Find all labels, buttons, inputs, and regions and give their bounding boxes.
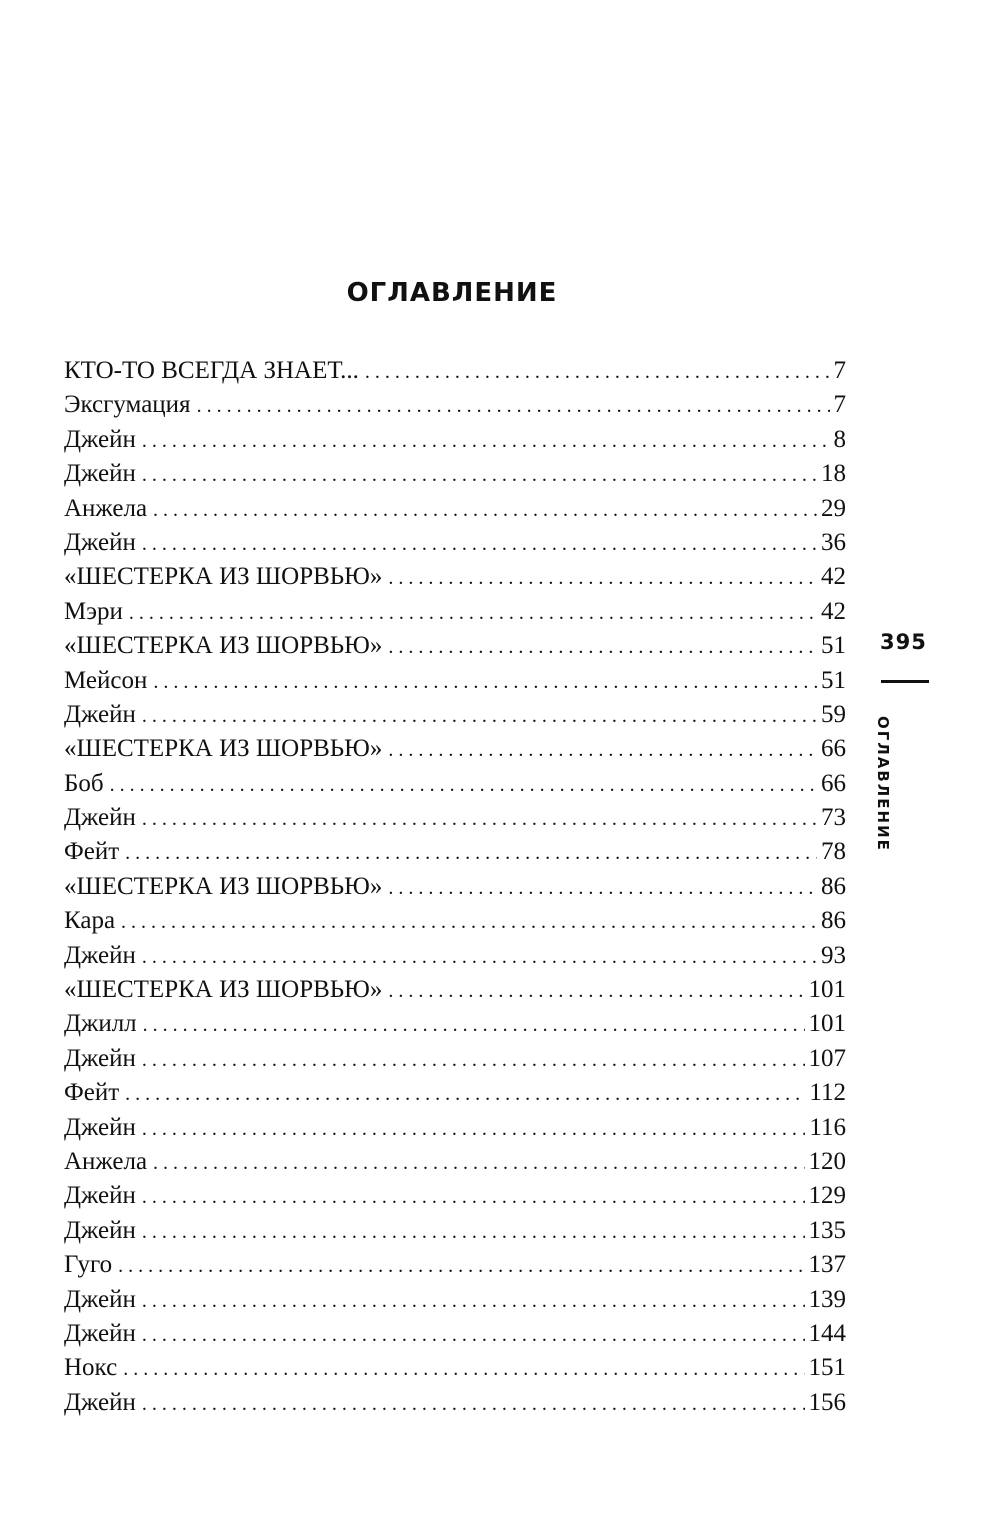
toc-entry-title: Джейн	[64, 425, 136, 453]
toc-entry-title: Мейсон	[64, 666, 148, 694]
toc-entry-page: 137	[808, 1251, 846, 1279]
toc-entry-title: Джейн	[64, 1388, 136, 1416]
dot-leader	[142, 1387, 805, 1420]
toc-entry-page: 66	[821, 735, 846, 763]
dot-leader	[118, 1249, 804, 1282]
toc-entry-page: 51	[821, 632, 846, 660]
toc-entry[interactable]	[64, 1145, 846, 1179]
page-number: 395	[880, 630, 927, 654]
toc-entry[interactable]	[64, 732, 846, 766]
toc-entry-title: Джейн	[64, 1319, 136, 1347]
toc-entry-page: 139	[808, 1285, 846, 1313]
toc-entry[interactable]	[64, 526, 846, 560]
dot-leader	[142, 1284, 805, 1317]
toc-entry-page: 7	[833, 357, 846, 384]
toc-entry[interactable]	[64, 423, 846, 457]
table-of-contents	[64, 354, 846, 1420]
toc-entry-page: 86	[821, 872, 846, 900]
dot-leader	[388, 974, 804, 1007]
side-divider	[881, 680, 929, 683]
toc-entry-title: Джейн	[64, 1216, 136, 1244]
toc-entry-page: 51	[821, 666, 846, 694]
toc-entry-page: 42	[821, 597, 846, 625]
dot-leader	[142, 458, 817, 491]
toc-entry[interactable]	[64, 835, 846, 869]
toc-entry[interactable]	[64, 388, 846, 422]
toc-entry[interactable]	[64, 1283, 846, 1317]
toc-entry-title: Джилл	[64, 1010, 137, 1038]
toc-entry[interactable]	[64, 1386, 846, 1420]
toc-entry[interactable]	[64, 1317, 846, 1351]
toc-entry-page: 120	[808, 1147, 846, 1175]
toc-entry[interactable]	[64, 698, 846, 732]
toc-entry[interactable]	[64, 560, 846, 594]
toc-entry-page: 116	[809, 1113, 846, 1141]
dot-leader	[121, 905, 817, 938]
toc-entry[interactable]	[64, 1007, 846, 1041]
dot-leader	[142, 424, 830, 457]
toc-entry-title: Джейн	[64, 1044, 136, 1072]
toc-entry-title: Джейн	[64, 941, 136, 969]
toc-entry-title: Фейт	[64, 1079, 120, 1107]
toc-entry-title: «ШЕСТЕРКА ИЗ ШОРВЬЮ»	[64, 976, 383, 1004]
toc-entry-page: 156	[808, 1388, 846, 1416]
dot-leader	[142, 1180, 805, 1213]
toc-entry-page: 135	[808, 1216, 846, 1244]
toc-entry-page: 129	[808, 1182, 846, 1210]
toc-entry-title: Джейн	[64, 460, 136, 488]
dot-leader	[142, 802, 817, 835]
toc-entry[interactable]	[64, 1248, 846, 1282]
dot-leader	[125, 836, 817, 869]
toc-entry[interactable]	[64, 664, 846, 698]
toc-entry[interactable]	[64, 1111, 846, 1145]
toc-entry-title: «ШЕСТЕРКА ИЗ ШОРВЬЮ»	[64, 735, 383, 763]
toc-entry-title: Кара	[64, 907, 116, 935]
toc-entry-title: Боб	[64, 769, 104, 797]
toc-entry[interactable]	[64, 492, 846, 526]
toc-entry-title: Джейн	[64, 804, 136, 832]
dot-leader	[142, 1112, 806, 1145]
toc-entry-page: 29	[821, 494, 846, 522]
toc-entry-page: 42	[821, 563, 846, 591]
toc-entry-title: Мэри	[64, 597, 123, 625]
page-title: ОГЛАВЛЕНИЕ	[346, 278, 558, 308]
dot-leader	[388, 630, 817, 663]
toc-entry-title: «ШЕСТЕРКА ИЗ ШОРВЬЮ»	[64, 872, 383, 900]
toc-entry[interactable]	[64, 1179, 846, 1213]
dot-leader	[388, 561, 817, 594]
toc-entry-page: 78	[821, 838, 846, 866]
toc-entry-page: 18	[821, 460, 846, 488]
dot-leader	[142, 1043, 805, 1076]
dot-leader	[197, 389, 830, 422]
toc-entry-page: 7	[833, 391, 846, 419]
toc-entry[interactable]	[64, 1042, 846, 1076]
toc-entry[interactable]	[64, 801, 846, 835]
toc-entry-title: Анжела	[64, 1147, 148, 1175]
toc-entry-page: 36	[821, 528, 846, 556]
toc-entry[interactable]	[64, 973, 846, 1007]
toc-entry-page: 59	[821, 700, 846, 728]
dot-leader	[365, 355, 830, 388]
dot-leader	[129, 596, 817, 629]
toc-entry-title: Джейн	[64, 1182, 136, 1210]
toc-entry[interactable]	[64, 1351, 846, 1385]
dot-leader	[142, 1215, 805, 1248]
toc-entry-title: Фейт	[64, 838, 120, 866]
toc-entry[interactable]	[64, 457, 846, 491]
toc-entry-page: 93	[821, 941, 846, 969]
toc-entry-title: КТО-ТО ВСЕГДА ЗНАЕТ...	[64, 357, 359, 384]
toc-entry-title: Гуго	[64, 1251, 113, 1279]
toc-entry[interactable]	[64, 1214, 846, 1248]
toc-entry-page: 144	[808, 1319, 846, 1347]
toc-entry-title: Анжела	[64, 494, 148, 522]
toc-entry-title: Нокс	[64, 1354, 118, 1382]
toc-entry[interactable]	[64, 870, 846, 904]
dot-leader	[123, 1352, 804, 1385]
dot-leader	[388, 871, 817, 904]
dot-leader	[153, 493, 817, 526]
dot-leader	[142, 527, 817, 560]
toc-entry-page: 73	[821, 804, 846, 832]
toc-entry[interactable]	[64, 629, 846, 663]
dot-leader	[143, 1008, 805, 1041]
toc-entry-title: Джейн	[64, 1285, 136, 1313]
toc-entry[interactable]	[64, 939, 846, 973]
toc-entry-page: 112	[809, 1079, 846, 1107]
toc-entry-page: 101	[808, 1010, 846, 1038]
toc-entry[interactable]	[64, 354, 846, 388]
running-head: ОГЛАВЛЕНИЕ	[874, 716, 892, 852]
toc-entry-page: 107	[808, 1044, 846, 1072]
toc-entry-page: 101	[808, 976, 846, 1004]
toc-entry[interactable]	[64, 904, 846, 938]
dot-leader	[142, 699, 817, 732]
dot-leader	[125, 1077, 805, 1110]
toc-entry-title: Джейн	[64, 1113, 136, 1141]
dot-leader	[153, 665, 817, 698]
toc-entry-title: Джейн	[64, 700, 136, 728]
dot-leader	[153, 1146, 804, 1179]
toc-entry-title: «ШЕСТЕРКА ИЗ ШОРВЬЮ»	[64, 563, 383, 591]
toc-entry-page: 86	[821, 907, 846, 935]
toc-entry[interactable]	[64, 1076, 846, 1110]
dot-leader	[142, 1318, 805, 1351]
toc-entry-title: Эксгумация	[64, 391, 191, 419]
dot-leader	[388, 733, 817, 766]
toc-entry[interactable]	[64, 595, 846, 629]
dot-leader	[110, 768, 817, 801]
toc-entry-title: «ШЕСТЕРКА ИЗ ШОРВЬЮ»	[64, 632, 383, 660]
toc-entry[interactable]	[64, 767, 846, 801]
toc-entry-title: Джейн	[64, 528, 136, 556]
toc-entry-page: 66	[821, 769, 846, 797]
toc-entry-page: 151	[808, 1354, 846, 1382]
dot-leader	[142, 940, 817, 973]
toc-entry-page: 8	[833, 425, 846, 453]
